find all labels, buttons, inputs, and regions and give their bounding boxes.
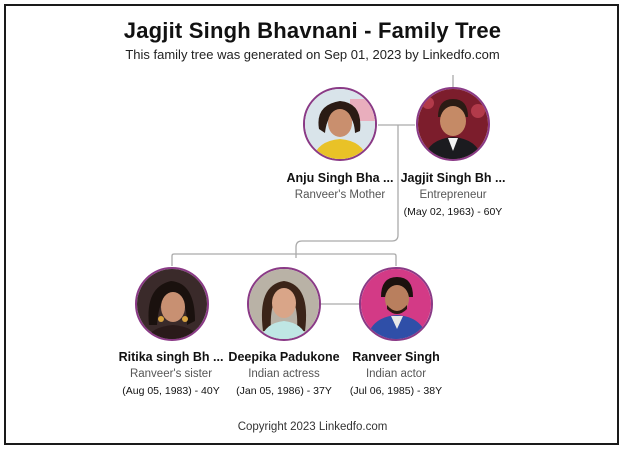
person-dates: (Jul 06, 1985) - 38Y (349, 385, 443, 397)
copyright-footer: Copyright 2023 Linkedfo.com (237, 421, 388, 433)
person-name: Jagjit Singh Bh ... (400, 171, 506, 185)
page-title: Jagjit Singh Bhavnani - Family Tree (123, 18, 502, 43)
person-role: Indian actress (248, 368, 320, 380)
person-dates: (Jan 05, 1986) - 37Y (236, 385, 332, 397)
avatar-ritika[interactable] (135, 267, 209, 341)
avatar-ranveer[interactable] (359, 267, 433, 341)
person-name: Anju Singh Bha ... (286, 171, 394, 185)
person-role: Entrepreneur (419, 189, 487, 201)
avatar-jagjit[interactable] (416, 87, 490, 161)
person-dates: (Aug 05, 1983) - 40Y (122, 385, 220, 397)
person-name: Ranveer Singh (352, 350, 440, 364)
person-role: Indian actor (365, 368, 427, 380)
person-name: Deepika Padukone (228, 350, 340, 364)
person-role: Ranveer's sister (129, 368, 213, 380)
person-dates: (May 02, 1963) - 60Y (403, 206, 503, 218)
page-subtitle: This family tree was generated on Sep 01, 2023 by Linkedfo.com (125, 47, 500, 62)
person-name: Ritika singh Bh ... (118, 350, 224, 364)
connector-children-bar (172, 254, 396, 266)
avatar-anju[interactable] (303, 87, 377, 161)
person-role: Ranveer's Mother (294, 189, 386, 201)
avatar-deepika[interactable] (247, 267, 321, 341)
